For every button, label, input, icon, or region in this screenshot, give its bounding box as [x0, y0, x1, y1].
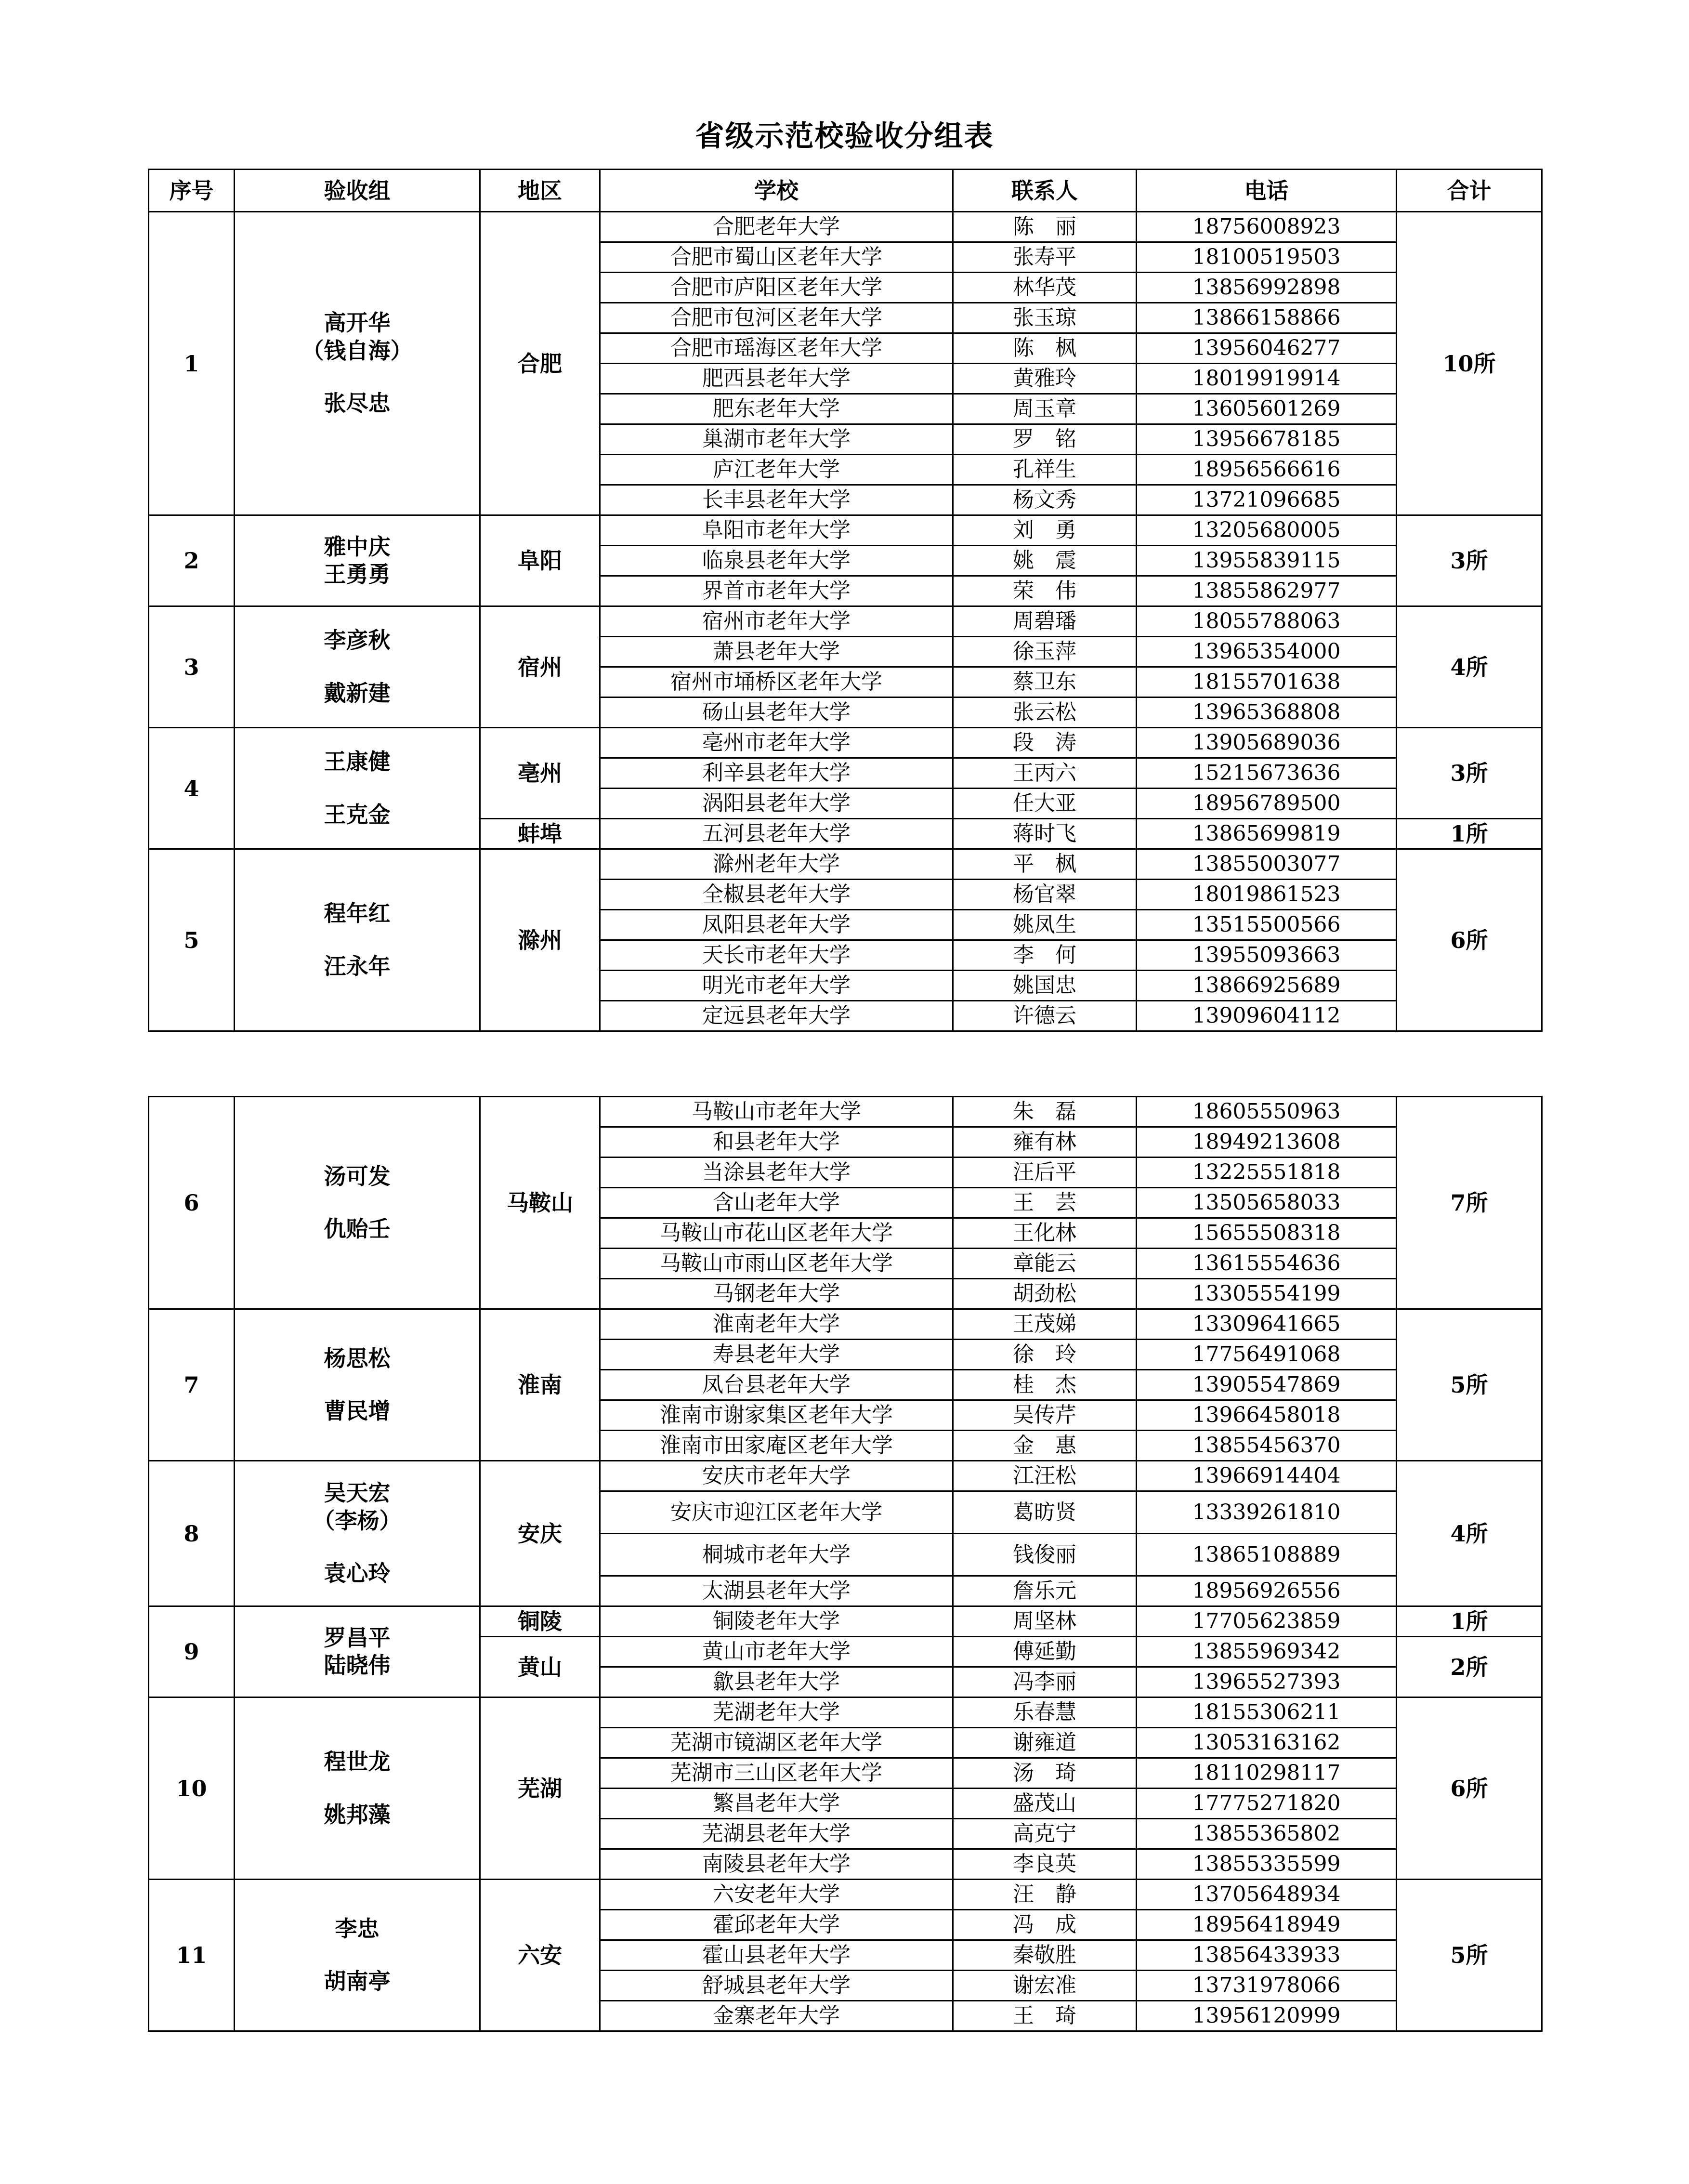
school-cell: 歙县老年大学	[600, 1667, 953, 1697]
school-cell: 芜湖老年大学	[600, 1697, 953, 1728]
contact-cell: 张寿平	[953, 242, 1137, 273]
contact-cell: 谢雍道	[953, 1728, 1137, 1758]
school-cell: 巢湖市老年大学	[600, 424, 953, 455]
contact-cell: 钱俊丽	[953, 1534, 1137, 1576]
school-cell: 淮南老年大学	[600, 1309, 953, 1340]
group-member: 程世龙	[324, 1749, 391, 1775]
contact-cell: 张玉琼	[953, 303, 1137, 333]
contact-cell: 平 枫	[953, 849, 1137, 880]
phone-cell: 18155306211	[1137, 1697, 1397, 1728]
phone-cell: 17775271820	[1137, 1789, 1397, 1819]
group-member	[235, 1535, 479, 1560]
contact-cell: 段 涛	[953, 728, 1137, 758]
contact-cell: 汤 琦	[953, 1758, 1137, 1789]
group-members	[235, 606, 480, 728]
phone-cell: 13966458018	[1137, 1400, 1397, 1431]
school-cell: 合肥市庐阳区老年大学	[600, 273, 953, 303]
contact-cell: 任大亚	[953, 789, 1137, 819]
region-cell: 蚌埠	[480, 819, 600, 849]
phone-cell: 18956418949	[1137, 1910, 1397, 1940]
contact-cell: 刘 勇	[953, 515, 1137, 546]
contact-cell: 黄雅玲	[953, 364, 1137, 394]
contact-cell: 桂 杰	[953, 1370, 1137, 1400]
group-number: 9	[149, 1606, 235, 1697]
table-row	[149, 1697, 1542, 1728]
school-cell: 金寨老年大学	[600, 2001, 953, 2031]
phone-cell: 18605550963	[1137, 1097, 1397, 1127]
group-member	[235, 1943, 479, 1968]
group-member: 戴新建	[324, 680, 391, 706]
table-row	[149, 515, 1542, 546]
header-school: 学校	[600, 170, 953, 212]
group-member: 张尽忠	[324, 390, 391, 417]
group-member	[235, 776, 479, 801]
phone-cell: 13856433933	[1137, 1940, 1397, 1971]
contact-cell: 乐春慧	[953, 1697, 1137, 1728]
phone-cell: 13956678185	[1137, 424, 1397, 455]
school-cell: 芜湖市三山区老年大学	[600, 1758, 953, 1789]
school-cell: 萧县老年大学	[600, 637, 953, 667]
phone-cell: 13305554199	[1137, 1279, 1397, 1309]
phone-cell: 13909604112	[1137, 1001, 1397, 1031]
contact-cell: 林华茂	[953, 273, 1137, 303]
total-cell: 10所	[1397, 212, 1542, 515]
school-cell: 淮南市谢家集区老年大学	[600, 1400, 953, 1431]
region-cell: 黄山	[480, 1637, 600, 1697]
contact-cell: 周碧璠	[953, 606, 1137, 637]
phone-cell: 18100519503	[1137, 242, 1397, 273]
group-member: 程年红	[324, 900, 391, 926]
school-cell: 亳州市老年大学	[600, 728, 953, 758]
total-cell: 5所	[1397, 1880, 1542, 2031]
school-cell: 寿县老年大学	[600, 1340, 953, 1370]
school-cell: 和县老年大学	[600, 1127, 953, 1158]
region-cell: 阜阳	[480, 515, 600, 606]
grouping-table-part-1	[148, 169, 1543, 1032]
contact-cell: 王 琦	[953, 2001, 1137, 2031]
group-members	[235, 515, 480, 606]
region-cell: 滁州	[480, 849, 600, 1031]
phone-cell: 13339261810	[1137, 1491, 1397, 1534]
contact-cell: 高克宁	[953, 1819, 1137, 1849]
school-cell: 凤阳县老年大学	[600, 910, 953, 940]
school-cell: 砀山县老年大学	[600, 697, 953, 728]
group-members	[235, 1309, 480, 1461]
phone-cell: 13866158866	[1137, 303, 1397, 333]
group-member: 王克金	[324, 801, 391, 828]
table-row	[149, 849, 1542, 880]
group-member: （钱自海）	[301, 337, 413, 364]
phone-cell: 13605601269	[1137, 394, 1397, 424]
school-cell: 马鞍山市花山区老年大学	[600, 1218, 953, 1249]
table-row	[149, 1606, 1542, 1637]
contact-cell: 周玉章	[953, 394, 1137, 424]
phone-cell: 13855365802	[1137, 1819, 1397, 1849]
school-cell: 合肥市瑶海区老年大学	[600, 333, 953, 364]
phone-cell: 13865699819	[1137, 819, 1397, 849]
total-cell: 3所	[1397, 728, 1542, 819]
region-cell: 亳州	[480, 728, 600, 819]
contact-cell: 周坚林	[953, 1606, 1137, 1637]
school-cell: 马钢老年大学	[600, 1279, 953, 1309]
phone-cell: 13955093663	[1137, 940, 1397, 971]
region-cell: 芜湖	[480, 1697, 600, 1880]
group-member	[235, 1372, 479, 1397]
group-member	[235, 365, 479, 390]
phone-cell: 15655508318	[1137, 1218, 1397, 1249]
school-cell: 庐江老年大学	[600, 455, 953, 485]
group-member: 陆晓伟	[324, 1652, 391, 1678]
group-members	[235, 1606, 480, 1697]
contact-cell: 王 芸	[953, 1188, 1137, 1218]
region-cell: 马鞍山	[480, 1097, 600, 1309]
phone-cell: 13721096685	[1137, 485, 1397, 515]
contact-cell: 蔡卫东	[953, 667, 1137, 697]
total-cell: 1所	[1397, 819, 1542, 849]
phone-cell: 13705648934	[1137, 1880, 1397, 1910]
contact-cell: 汪后平	[953, 1158, 1137, 1188]
contact-cell: 姚 震	[953, 546, 1137, 576]
region-cell: 铜陵	[480, 1606, 600, 1637]
phone-cell: 13615554636	[1137, 1249, 1397, 1279]
phone-cell: 13515500566	[1137, 910, 1397, 940]
phone-cell: 13965527393	[1137, 1667, 1397, 1697]
phone-cell: 13956046277	[1137, 333, 1397, 364]
contact-cell: 蒋时飞	[953, 819, 1137, 849]
school-cell: 涡阳县老年大学	[600, 789, 953, 819]
contact-cell: 王化林	[953, 1218, 1137, 1249]
school-cell: 含山老年大学	[600, 1188, 953, 1218]
phone-cell: 18019861523	[1137, 880, 1397, 910]
contact-cell: 傅延勤	[953, 1637, 1137, 1667]
group-member: 汪永年	[324, 953, 391, 979]
header-contact: 联系人	[953, 170, 1137, 212]
school-cell: 天长市老年大学	[600, 940, 953, 971]
school-cell: 合肥市蜀山区老年大学	[600, 242, 953, 273]
phone-cell: 13855456370	[1137, 1431, 1397, 1461]
school-cell: 明光市老年大学	[600, 971, 953, 1001]
school-cell: 马鞍山市雨山区老年大学	[600, 1249, 953, 1279]
school-cell: 肥西县老年大学	[600, 364, 953, 394]
phone-cell: 13205680005	[1137, 515, 1397, 546]
phone-cell: 18956789500	[1137, 789, 1397, 819]
group-member: 王勇勇	[324, 561, 391, 587]
phone-cell: 13866925689	[1137, 971, 1397, 1001]
total-cell: 4所	[1397, 606, 1542, 728]
group-member: 罗昌平	[324, 1624, 391, 1651]
group-number: 7	[149, 1309, 235, 1461]
phone-cell: 18110298117	[1137, 1758, 1397, 1789]
group-number: 6	[149, 1097, 235, 1309]
contact-cell: 杨官翠	[953, 880, 1137, 910]
phone-cell: 18055788063	[1137, 606, 1397, 637]
contact-cell: 徐 玲	[953, 1340, 1137, 1370]
phone-cell: 13905689036	[1137, 728, 1397, 758]
grouping-table-part-2	[148, 1096, 1543, 2032]
group-member	[235, 1776, 479, 1801]
group-member: 曹民增	[324, 1398, 391, 1424]
school-cell: 太湖县老年大学	[600, 1576, 953, 1606]
contact-cell: 李良英	[953, 1849, 1137, 1880]
group-member: 吴天宏	[324, 1480, 391, 1506]
group-member	[235, 1190, 479, 1215]
contact-cell: 荣 伟	[953, 576, 1137, 606]
group-member: （李杨）	[313, 1507, 402, 1534]
phone-cell: 13965368808	[1137, 697, 1397, 728]
table-row	[149, 212, 1542, 242]
group-number: 11	[149, 1880, 235, 2031]
phone-cell: 18756008923	[1137, 212, 1397, 242]
phone-cell: 13225551818	[1137, 1158, 1397, 1188]
school-cell: 全椒县老年大学	[600, 880, 953, 910]
phone-cell: 13956120999	[1137, 2001, 1397, 2031]
region-cell: 淮南	[480, 1309, 600, 1461]
group-members	[235, 849, 480, 1031]
school-cell: 安庆市老年大学	[600, 1461, 953, 1491]
total-cell: 7所	[1397, 1097, 1542, 1309]
school-cell: 霍山县老年大学	[600, 1940, 953, 1971]
school-cell: 铜陵老年大学	[600, 1606, 953, 1637]
total-cell: 3所	[1397, 515, 1542, 606]
contact-cell: 章能云	[953, 1249, 1137, 1279]
group-member: 仇贻壬	[324, 1216, 391, 1242]
school-cell: 利辛县老年大学	[600, 758, 953, 789]
table-row	[149, 728, 1542, 758]
contact-cell: 秦敬胜	[953, 1940, 1137, 1971]
header-region: 地区	[480, 170, 600, 212]
school-cell: 芜湖市镜湖区老年大学	[600, 1728, 953, 1758]
region-cell: 六安	[480, 1880, 600, 2031]
group-number: 3	[149, 606, 235, 728]
header-phone: 电话	[1137, 170, 1397, 212]
group-member	[235, 655, 479, 680]
group-members	[235, 1461, 480, 1606]
school-cell: 凤台县老年大学	[600, 1370, 953, 1400]
school-cell: 五河县老年大学	[600, 819, 953, 849]
group-number: 8	[149, 1461, 235, 1606]
contact-cell: 雍有林	[953, 1127, 1137, 1158]
group-member: 袁心玲	[324, 1560, 391, 1587]
phone-cell: 13855003077	[1137, 849, 1397, 880]
group-member: 李彦秋	[324, 627, 391, 653]
group-member: 高开华	[324, 310, 391, 336]
group-number: 2	[149, 515, 235, 606]
school-cell: 滁州老年大学	[600, 849, 953, 880]
school-cell: 定远县老年大学	[600, 1001, 953, 1031]
phone-cell: 13053163162	[1137, 1728, 1397, 1758]
phone-cell: 13855862977	[1137, 576, 1397, 606]
table-row	[149, 1880, 1542, 1910]
school-cell: 宿州市老年大学	[600, 606, 953, 637]
contact-cell: 江汪松	[953, 1461, 1137, 1491]
contact-cell: 王丙六	[953, 758, 1137, 789]
phone-cell: 18019919914	[1137, 364, 1397, 394]
school-cell: 临泉县老年大学	[600, 546, 953, 576]
group-number: 1	[149, 212, 235, 515]
contact-cell: 盛茂山	[953, 1789, 1137, 1819]
group-members	[235, 1697, 480, 1880]
group-number: 5	[149, 849, 235, 1031]
phone-cell: 13855335599	[1137, 1849, 1397, 1880]
phone-cell: 18949213608	[1137, 1127, 1397, 1158]
header-total: 合计	[1397, 170, 1542, 212]
group-member	[235, 928, 479, 953]
header-row	[149, 170, 1542, 212]
contact-cell: 罗 铭	[953, 424, 1137, 455]
contact-cell: 姚国忠	[953, 971, 1137, 1001]
group-number: 4	[149, 728, 235, 849]
school-cell: 舒城县老年大学	[600, 1971, 953, 2001]
contact-cell: 陈 枫	[953, 333, 1137, 364]
contact-cell: 许德云	[953, 1001, 1137, 1031]
group-member: 胡南亭	[324, 1968, 391, 1994]
school-cell: 芜湖县老年大学	[600, 1819, 953, 1849]
school-cell: 阜阳市老年大学	[600, 515, 953, 546]
region-cell: 安庆	[480, 1461, 600, 1606]
page-title: 省级示范校验收分组表	[695, 119, 994, 153]
contact-cell: 冯李丽	[953, 1667, 1137, 1697]
group-member: 王康健	[324, 749, 391, 775]
school-cell: 当涂县老年大学	[600, 1158, 953, 1188]
group-member: 雅中庆	[324, 533, 391, 560]
group-number: 10	[149, 1697, 235, 1880]
phone-cell: 13965354000	[1137, 637, 1397, 667]
total-cell: 1所	[1397, 1606, 1542, 1637]
contact-cell: 葛昉贤	[953, 1491, 1137, 1534]
header-group: 验收组	[235, 170, 480, 212]
region-cell: 合肥	[480, 212, 600, 515]
contact-cell: 金 惠	[953, 1431, 1137, 1461]
header-no: 序号	[149, 170, 235, 212]
school-cell: 长丰县老年大学	[600, 485, 953, 515]
group-members	[235, 1097, 480, 1309]
contact-cell: 谢宏准	[953, 1971, 1137, 2001]
contact-cell: 詹乐元	[953, 1576, 1137, 1606]
group-member: 汤可发	[324, 1163, 391, 1189]
phone-cell: 13856992898	[1137, 273, 1397, 303]
phone-cell: 17705623859	[1137, 1606, 1397, 1637]
school-cell: 繁昌老年大学	[600, 1789, 953, 1819]
phone-cell: 13865108889	[1137, 1534, 1397, 1576]
total-cell: 4所	[1397, 1461, 1542, 1606]
total-cell: 2所	[1397, 1637, 1542, 1697]
group-members	[235, 212, 480, 515]
region-cell: 宿州	[480, 606, 600, 728]
school-cell: 黄山市老年大学	[600, 1637, 953, 1667]
school-cell: 界首市老年大学	[600, 576, 953, 606]
school-cell: 霍邱老年大学	[600, 1910, 953, 1940]
school-cell: 桐城市老年大学	[600, 1534, 953, 1576]
school-cell: 淮南市田家庵区老年大学	[600, 1431, 953, 1461]
school-cell: 合肥市包河区老年大学	[600, 303, 953, 333]
phone-cell: 13855969342	[1137, 1637, 1397, 1667]
contact-cell: 吴传芹	[953, 1400, 1137, 1431]
contact-cell: 徐玉萍	[953, 637, 1137, 667]
phone-cell: 13731978066	[1137, 1971, 1397, 2001]
group-member: 李忠	[335, 1915, 380, 1942]
total-cell: 6所	[1397, 849, 1542, 1031]
contact-cell: 冯 成	[953, 1910, 1137, 1940]
school-cell: 南陵县老年大学	[600, 1849, 953, 1880]
school-cell: 合肥老年大学	[600, 212, 953, 242]
contact-cell: 姚凤生	[953, 910, 1137, 940]
phone-cell: 18956566616	[1137, 455, 1397, 485]
school-cell: 宿州市埇桥区老年大学	[600, 667, 953, 697]
school-cell: 安庆市迎江区老年大学	[600, 1491, 953, 1534]
contact-cell: 孔祥生	[953, 455, 1137, 485]
contact-cell: 张云松	[953, 697, 1137, 728]
phone-cell: 18956926556	[1137, 1576, 1397, 1606]
contact-cell: 朱 磊	[953, 1097, 1137, 1127]
contact-cell: 陈 丽	[953, 212, 1137, 242]
phone-cell: 13505658033	[1137, 1188, 1397, 1218]
school-cell: 肥东老年大学	[600, 394, 953, 424]
phone-cell: 13905547869	[1137, 1370, 1397, 1400]
table-row	[149, 1309, 1542, 1340]
total-cell: 6所	[1397, 1697, 1542, 1880]
contact-cell: 胡劲松	[953, 1279, 1137, 1309]
phone-cell: 13966914404	[1137, 1461, 1397, 1491]
phone-cell: 15215673636	[1137, 758, 1397, 789]
school-cell: 马鞍山市老年大学	[600, 1097, 953, 1127]
contact-cell: 杨文秀	[953, 485, 1137, 515]
contact-cell: 汪 静	[953, 1880, 1137, 1910]
phone-cell: 18155701638	[1137, 667, 1397, 697]
phone-cell: 17756491068	[1137, 1340, 1397, 1370]
contact-cell: 王茂娣	[953, 1309, 1137, 1340]
school-cell: 六安老年大学	[600, 1880, 953, 1910]
contact-cell: 李 何	[953, 940, 1137, 971]
group-members	[235, 1880, 480, 2031]
group-member: 姚邦藻	[324, 1801, 391, 1828]
table-row	[149, 1097, 1542, 1127]
phone-cell: 13309641665	[1137, 1309, 1397, 1340]
group-members	[235, 728, 480, 849]
phone-cell: 13955839115	[1137, 546, 1397, 576]
group-member: 杨思松	[324, 1345, 391, 1371]
table-row	[149, 606, 1542, 637]
table-row	[149, 1461, 1542, 1491]
total-cell: 5所	[1397, 1309, 1542, 1461]
